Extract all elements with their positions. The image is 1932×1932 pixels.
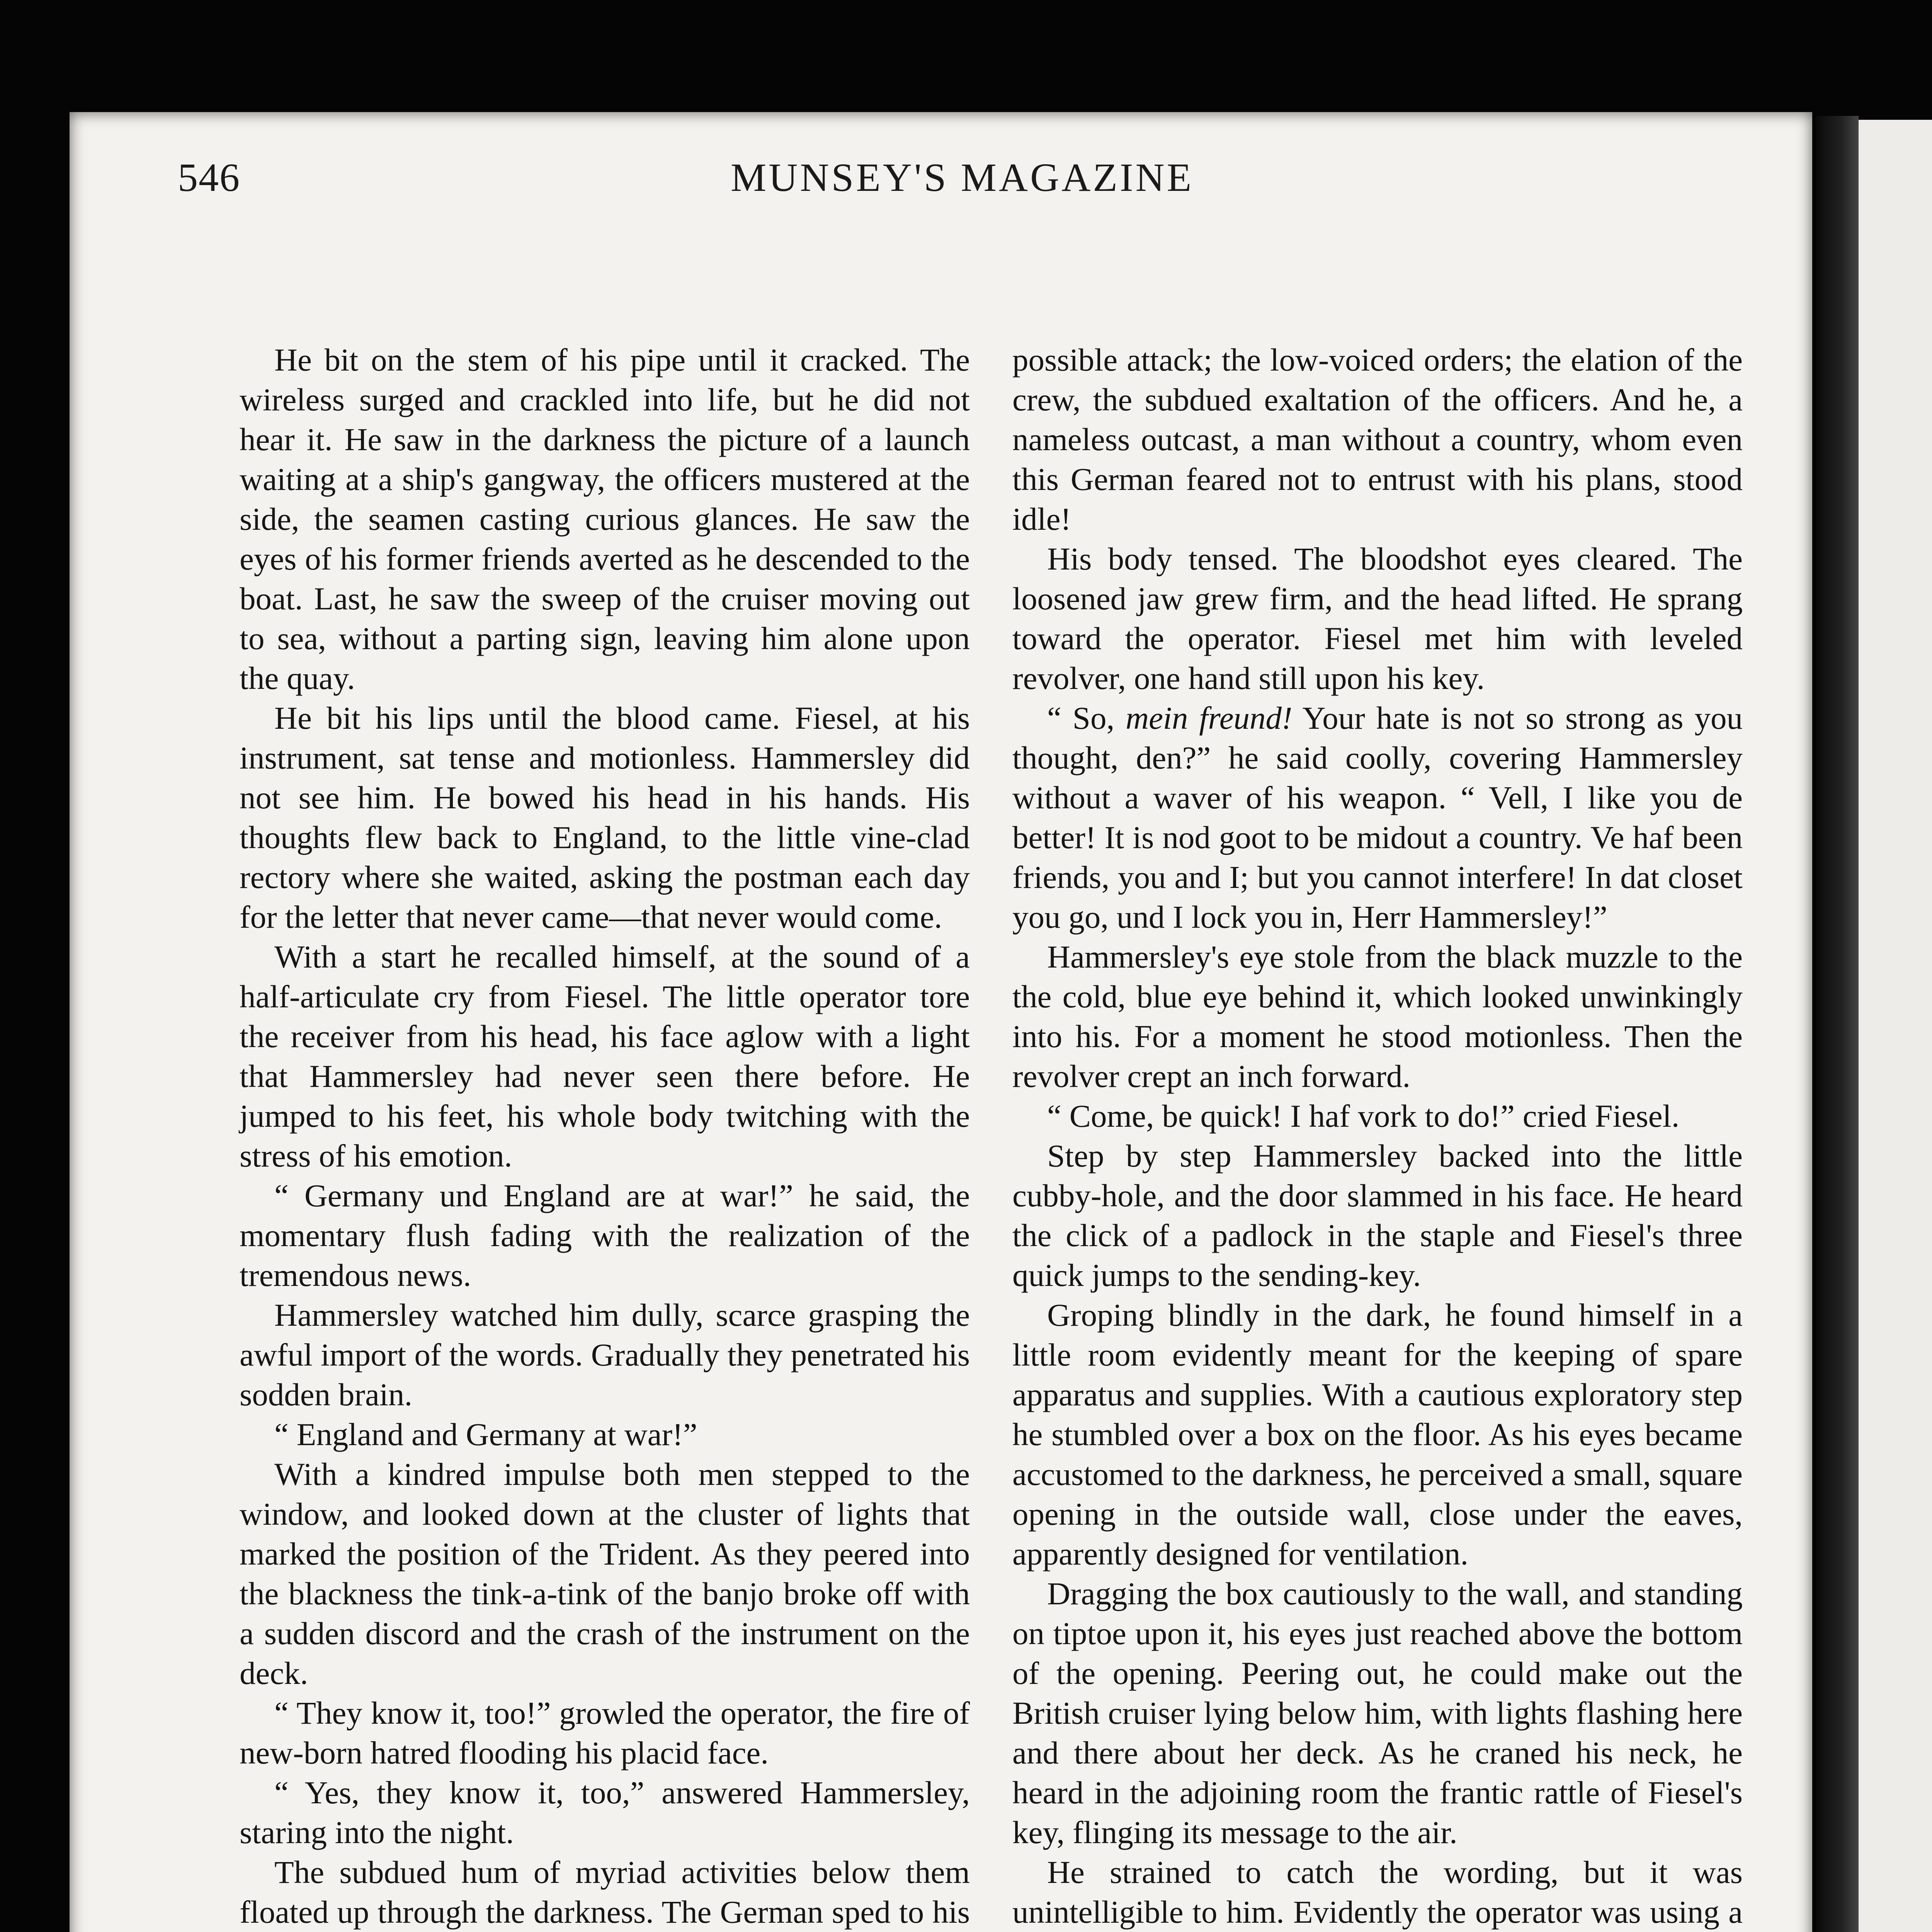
paragraph: His body tensed. The bloodshot eyes cleared. The loosened jaw grew firm, and the head lifted. He sprang toward the operator. Fiesel met him with leveled revolver, one hand still upon his key. <box>1012 541 1743 696</box>
running-title: MUNSEY'S MAGAZINE <box>730 155 1194 200</box>
paragraph: With a kindred impulse both men stepped to the window, and looked down at the cluster of lights that marked the position of the Trident. As they peered into the blackness the tink-a-tink of the banjo broke off with a sudden discord and the crash of the instrument on the deck. <box>240 1456 970 1691</box>
paragraph: Dragging the box cautiously to the wall, and standing on tiptoe upon it, his eyes just reached above the bottom of the opening. Peering out, he could make out the British cruiser lying below him, with lights flashing here and there about her deck. As he craned his neck, he heard in the adjoining room the frantic rattle of Fiesel's key, flinging its message to the air. <box>1012 1576 1743 1850</box>
paragraph-continuation: possible attack; the low-voiced orders; the elation of the crew, the subdued exaltation of the officers. And he, a nameless outcast, a man without a country, whom even this German feared not to entrust with his plans, stood idle! <box>1012 342 1743 537</box>
right-column <box>1012 340 1743 1932</box>
paragraph-with-italic <box>1012 698 1743 937</box>
paragraph: Step by step Hammersley backed into the little cubby-hole, and the door slammed in his face. He heard the click of a padlock in the staple and Fiesel's three quick jumps to the sending-key. <box>1012 1138 1743 1293</box>
paragraph: “ England and Germany at war!” <box>274 1417 697 1452</box>
text-run: “ So, <box>1047 700 1126 736</box>
paragraph: He bit his lips until the blood came. Fiesel, at his instrument, sat tense and motionless. Hammersley did not see him. He bowed his head in his hands. His thoughts flew back to England, to the little vine-clad rectory where she waited, asking the postman each day for the letter that never came—that never would come. <box>240 700 970 935</box>
page-gutter-shadow <box>1816 116 1859 1932</box>
paragraph: “ Yes, they know it, too,” answered Hammersley, staring into the night. <box>240 1775 970 1850</box>
paragraph: With a start he recalled himself, at the sound of a half-articulate cry from Fiesel. The little operator tore the receiver from his head, his face aglow with a light that Hammersley had never seen there before. He jumped to his feet, his whole body twitching with the stress of his emotion. <box>240 939 970 1173</box>
paragraph: “ Germany und England are at war!” he said, the momentary flush fading with the realization of the tremendous news. <box>240 1178 970 1293</box>
paragraph: Hammersley watched him dully, scarce grasping the awful import of the words. Gradually they penetrated his sodden brain. <box>240 1297 970 1412</box>
paragraph: The subdued hum of myriad activities below them floated up through the darkness. The German sped to his <box>240 1854 970 1930</box>
page-header <box>178 155 1747 201</box>
text-run: Your hate is not so strong as you thought, den?” he said coolly, covering Hammersley without a waver of his weapon. “ Vell, I like you de better! It is nod goot to be midout a country. Ve haf been friends, you and I; but you cannot interfere! In dat closet you go, und I lock you in, Herr Hammersley!” <box>1012 700 1743 935</box>
paragraph: Hammersley's eye stole from the black muzzle to the the cold, blue eye behind it, which looked unwinkingly into his. For a moment he stood motionless. Then the revolver crept an inch forward. <box>1012 939 1743 1094</box>
paragraph: He strained to catch the wording, but it was unintelligible to him. Evidently the operator was using a <box>1012 1854 1743 1930</box>
left-column <box>240 340 970 1932</box>
paragraph: “ They know it, too!” growled the operator, the fire of new-born hatred flooding his placid face. <box>240 1695 970 1770</box>
adjacent-page-edge <box>1851 120 1932 1932</box>
paragraph: “ Come, be quick! I haf vork to do!” cried Fiesel. <box>1047 1098 1680 1134</box>
italic-phrase: mein freund! <box>1126 700 1293 736</box>
page-number: 546 <box>178 155 240 200</box>
paragraph: He bit on the stem of his pipe until it cracked. The wireless surged and crackled into life, but he did not hear it. He saw in the darkness the picture of a launch waiting at a ship's gangway, the officers mustered at the side, the seamen casting curious glances. He saw the eyes of his former friends averted as he descended to the boat. Last, he saw the sweep of the cruiser moving out to sea, without a parting sign, leaving him alone upon the quay. <box>240 342 970 696</box>
paragraph: Groping blindly in the dark, he found himself in a little room evidently meant for the keeping of spare apparatus and supplies. With a cautious exploratory step he stumbled over a box on the floor. As his eyes became accustomed to the darkness, he perceived a small, square opening in the outside wall, close under the eaves, apparently designed for ventilation. <box>1012 1297 1743 1571</box>
